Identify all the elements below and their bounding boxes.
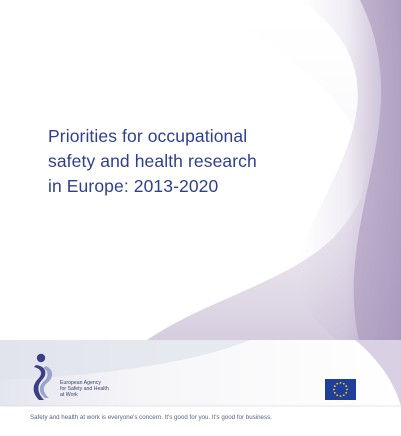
eu-star: [345, 392, 347, 394]
agency-name-line-1: European Agency: [60, 380, 101, 386]
eu-star: [346, 389, 348, 391]
agency-name: [60, 380, 130, 398]
eu-star: [340, 395, 342, 397]
title-line-1: Priorities for occupational: [48, 126, 248, 146]
eu-star: [345, 385, 347, 387]
footer-tagline: Safety and health at work is everyone's concern. It's good for you. It's good for business.: [30, 414, 272, 421]
agency-name-line-3: at Work: [60, 392, 78, 398]
report-title: [48, 124, 308, 199]
title-line-3: in Europe: 2013-2020: [48, 176, 219, 196]
eu-star: [336, 383, 338, 385]
eu-star: [340, 382, 342, 384]
eu-star: [334, 385, 336, 387]
eu-star: [343, 383, 345, 385]
osha-figure-logo-icon: [30, 352, 56, 402]
eu-star: [343, 394, 345, 396]
agency-name-line-2: for Safety and Health: [60, 386, 109, 392]
eu-star: [336, 394, 338, 396]
title-line-2: safety and health research: [48, 151, 257, 171]
eu-flag-icon: [325, 379, 356, 400]
eu-star: [334, 392, 336, 394]
eu-star: [333, 389, 335, 391]
